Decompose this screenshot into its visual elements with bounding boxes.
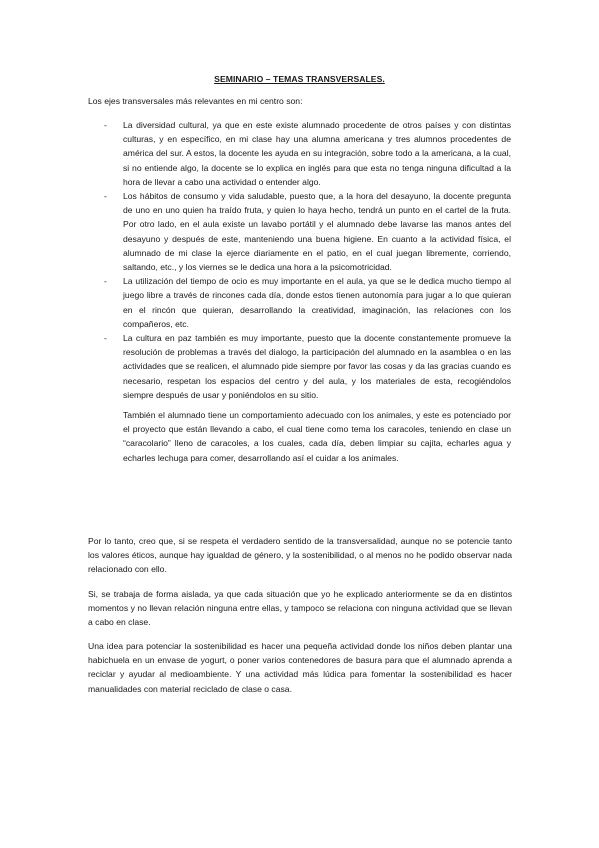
bullet-dash: - — [104, 276, 107, 287]
list-item-continuation: También el alumnado tiene un comportamiento adecuado con los animales, y este es potenciado por el proyecto que están llevando a cabo, el cual tiene como tema los caracoles, teniendo en clase un “caracolario” lleno de caracoles, a los cuales, cada día, deben limpiar su cajita, echarles agua y echarles lechuga para comer, desarrollando así el cuidar a los animales. — [123, 410, 511, 463]
transversal-themes-list — [0, 118, 599, 465]
bullet-dash: - — [104, 191, 107, 202]
bullet-dash: - — [104, 120, 107, 130]
list-item-text: La cultura en paz también es muy importante, puesto que la docente constantemente promueve la resolución de problemas a través del dialogo, la participación del alumnado en la asamblea o en las actividades que se realicen, el alumnado pide siempre por favor las cosas y da las gracias cuando es necesario, respetan los espacios del centro y del aula, y los materiales de esta, recogiéndolos siempre después de usar y poniéndolos en su sitio. — [123, 333, 511, 400]
page-title: SEMINARIO – TEMAS TRANSVERSALES. — [214, 74, 385, 84]
list-item — [0, 331, 599, 465]
body-paragraph: Por lo tanto, creo que, si se respeta el verdadero sentido de la transversalidad, aunque no se potencie tanto los valores éticos, aunque hay igualdad de género, y la sostenibilidad, o al menos no he podido observar nada relacionado con ello. — [88, 536, 512, 575]
body-paragraph: Una idea para potenciar la sostenibilidad es hacer una pequeña actividad donde los niños deben plantar una habichuela en un envase de yogurt, o poner varios contenedores de basura para que el alumnado aprenda a reciclar y ayudar al medioambiente. Y una actividad más lúdica para fomentar la sostenibilidad es hacer manualidades con material reciclado de clase o casa. — [88, 641, 512, 694]
list-item — [0, 118, 599, 189]
list-item-text: La diversidad cultural, ya que en este existe alumnado procedente de otros países y con distintas culturas, y en específico, en mi clase hay una alumna americana y tres alumnos procedentes de américa del sur. A estos, la docente les ayuda en su integración, sobre todo a la americana, a la cual, si no entiende algo, la docente se lo explica en inglés para que esta no tenga ninguna dificultad a la hora de llevar a cabo una actividad o entender algo. — [123, 120, 511, 187]
list-item — [0, 274, 599, 331]
body-paragraph: Si, se trabaja de forma aislada, ya que cada situación que yo he explicado anteriormente se da en distintos momentos y no llevan relación ninguna entre ellas, y tampoco se relaciona con ninguna actividad que se llevan a cabo en clase. — [88, 589, 512, 628]
intro-text: Los ejes transversales más relevantes en mi centro son: — [88, 96, 303, 106]
list-item-text: Los hábitos de consumo y vida saludable, puesto que, a la hora del desayuno, la docente pregunta de uno en uno quien ha traído fruta, y quien lo haya hecho, tendrá un punto en el cartel de la fruta. Por otro lado, en el aula existe un lavabo portátil y el alumnado debe lavarse las manos antes del desayuno y después de este, manteniendo una buena higiene. En cuanto a la actividad física, el alumnado de mi clase la ejerce diariamente en el patio, en el cual juegan libremente, corriendo, saltando, etc., y los viernes se le dedica una hora a la psicomotricidad. — [123, 191, 511, 273]
list-item-text: La utilización del tiempo de ocio es muy importante en el aula, ya que se le dedica mucho tiempo al juego libre a través de rincones cada día, donde estos tienen autonomía para jugar a lo que quieran en el rincón que quieran, desarrollando la creatividad, imaginación, las relaciones con los compañeros, etc. — [123, 276, 511, 329]
list-item — [0, 189, 599, 274]
bullet-dash: - — [104, 333, 107, 344]
